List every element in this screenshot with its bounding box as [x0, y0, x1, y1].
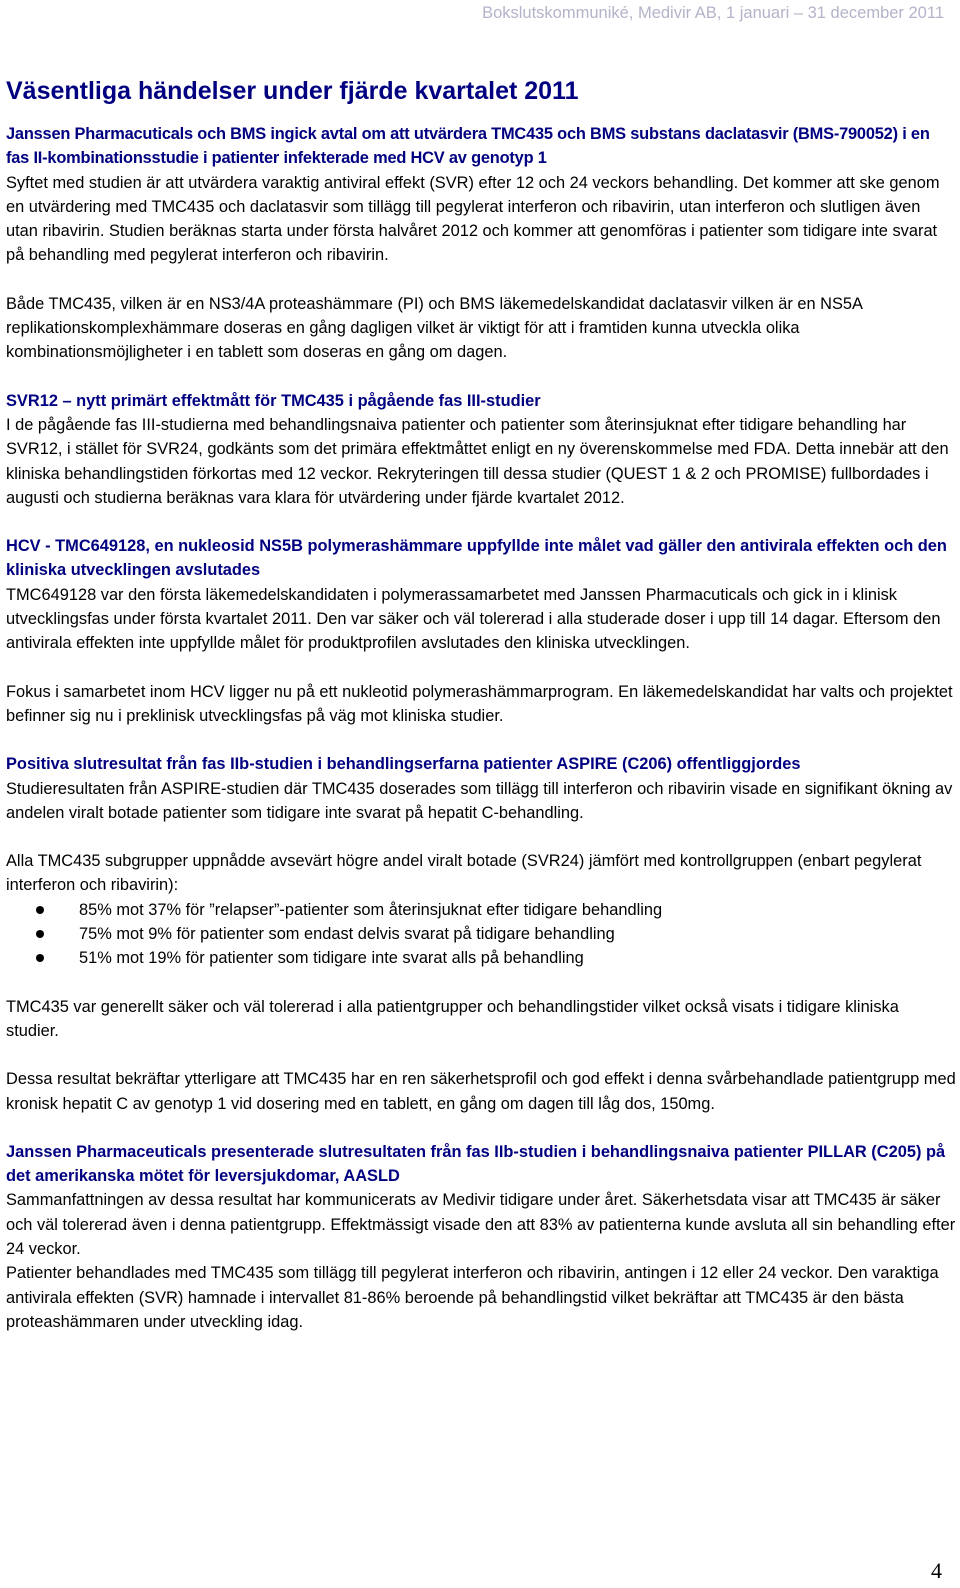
list-item — [6, 946, 956, 970]
list-item — [6, 922, 956, 946]
running-header: Bokslutskommuniké, Medivir AB, 1 januari – 31 december 2011 — [482, 4, 944, 22]
paragraph: Studieresultaten från ASPIRE-studien där TMC435 doserades som tillägg till interferon och ribavirin visade en signifikant ökning av andelen viralt botade patienter som tidigare inte svarat på hepatit C-behandling. — [6, 779, 953, 822]
paragraph: TMC649128 var den första läkemedelskandidaten i polymerassamarbetet med Janssen Pharmacuticals och gick in i klinisk utvecklingsfas under första kvartalet 2011. Den var säker och väl tolererad i alla studerade doser i upp till 14 dagar. Eftersom den antivirala effekten inte uppfyllde målet för produktprofilen avslutades den kliniska utvecklingen. — [6, 585, 941, 653]
page-number: 4 — [931, 1558, 942, 1583]
paragraph: I de pågående fas III-studierna med behandlingsnaiva patienter och patienter som återinsjuknat efter tidigare behandling har SVR12, i stället för SVR24, godkänts som det primära effektmåttet enligt en ny överenskommelse med FDA. Detta innebär att den kliniska behandlingstiden förkortas med 12 veckor. Rekryteringen till dessa studier (QUEST 1 & 2 och PROMISE) fullbordades i augusti och studierna beräknas vara klara för utvärdering under fjärde kvartalet 2012. — [6, 415, 949, 507]
bullet-list — [6, 898, 956, 971]
section-bms-daclatasvir — [6, 122, 956, 365]
paragraph: Sammanfattningen av dessa resultat har kommunicerats av Medivir tidigare under året. Säkerhetsdata visar att TMC435 är säker och väl tolererad även i denna patientgrupp. Effektmässigt visade den att 83% av patienterna kunde avsluta all sin behandling efter 24 veckor. — [6, 1191, 956, 1258]
section-heading: Positiva slutresultat från fas IIb-studien i behandlingserfarna patienter ASPIRE (C206) offentliggjordes — [6, 755, 801, 774]
section-aspire — [6, 752, 956, 1116]
paragraph: Dessa resultat bekräftar ytterligare att TMC435 har en ren säkerhetsprofil och god effekt i denna svårbehandlade patientgrupp med kronisk hepatit C av genotyp 1 vid dosering med en tablett, en gång om dagen till låg dos, 150mg. — [6, 1070, 956, 1113]
document-body — [6, 74, 956, 1358]
paragraph: Fokus i samarbetet inom HCV ligger nu på ett nukleotid polymerashämmarprogram. En läkemedelskandidat har valts och projektet befinner sig nu i preklinisk utvecklingsfas på väg mot kliniska studier. — [6, 682, 953, 725]
list-item-text: 75% mot 9% för patienter som endast delvis svarat på tidigare behandling — [79, 925, 615, 944]
section-tmc649128 — [6, 534, 956, 728]
page-title: Väsentliga händelser under fjärde kvartalet 2011 — [6, 77, 579, 105]
section-heading: HCV - TMC649128, en nukleosid NS5B polymerashämmare uppfyllde inte målet vad gäller den antivirala effekten och den kliniska utvecklingen avslutades — [6, 537, 947, 580]
bullet-icon — [36, 906, 44, 914]
bullet-icon — [36, 930, 44, 938]
section-pillar — [6, 1140, 956, 1334]
section-heading: Janssen Pharmacuticals och BMS ingick avtal om att utvärdera TMC435 och BMS substans daclatasvir (BMS-790052) i en fas II-kombinationsstudie i patienter infekterade med HCV av genotyp 1 — [6, 125, 930, 168]
section-heading: SVR12 – nytt primärt effektmått för TMC435 i pågående fas III-studier — [6, 391, 541, 410]
paragraph: TMC435 var generellt säker och väl tolererad i alla patientgrupper och behandlingstider vilket också visats i tidigare kliniska studier. — [6, 997, 899, 1040]
paragraph: Alla TMC435 subgrupper uppnådde avsevärt högre andel viralt botade (SVR24) jämfört med kontrollgruppen (enbart pegylerat interferon och ribavirin): — [6, 852, 922, 895]
section-svr12 — [6, 389, 956, 510]
list-item-text: 51% mot 19% för patienter som tidigare inte svarat alls på behandling — [79, 949, 584, 968]
paragraph: Patienter behandlades med TMC435 som tillägg till pegylerat interferon och ribavirin, antingen i 12 eller 24 veckor. Den varaktiga antivirala effekten (SVR) hamnade i intervallet 81-86% beroende på behandlingstid vilket bekräftar att TMC435 är den bästa proteashämmaren under utveckling idag. — [6, 1264, 939, 1331]
paragraph: Både TMC435, vilken är en NS3/4A proteashämmare (PI) och BMS läkemedelskandidat daclatasvir vilken är en NS5A replikationskomplexhämmare doseras en gång dagligen vilket är viktigt för att i framtiden kunna utveckla olika kombinationsmöjligheter i en tablett som doseras en gång om dagen. — [6, 294, 863, 362]
section-heading: Janssen Pharmaceuticals presenterade slutresultaten från fas IIb-studien i behandlingsnaiva patienter PILLAR (C205) på det amerikanska mötet för leversjukdomar, AASLD — [6, 1142, 946, 1186]
paragraph: Syftet med studien är att utvärdera varaktig antiviral effekt (SVR) efter 12 och 24 veckors behandling. Det kommer att ske genom en utvärdering med TMC435 och daclatasvir som tillägg till pegylerat interferon och ribavirin, utan interferon och slutligen även utan ribavirin. Studien beräknas starta under första halvåret 2012 och kommer att genomföras i patienter som tidigare inte svarat på behandling med pegylerat interferon och ribavirin. — [6, 173, 940, 265]
list-item-text: 85% mot 37% för ”relapser”-patienter som återinsjuknat efter tidigare behandling — [79, 900, 663, 919]
list-item — [6, 898, 956, 922]
bullet-icon — [36, 954, 44, 962]
